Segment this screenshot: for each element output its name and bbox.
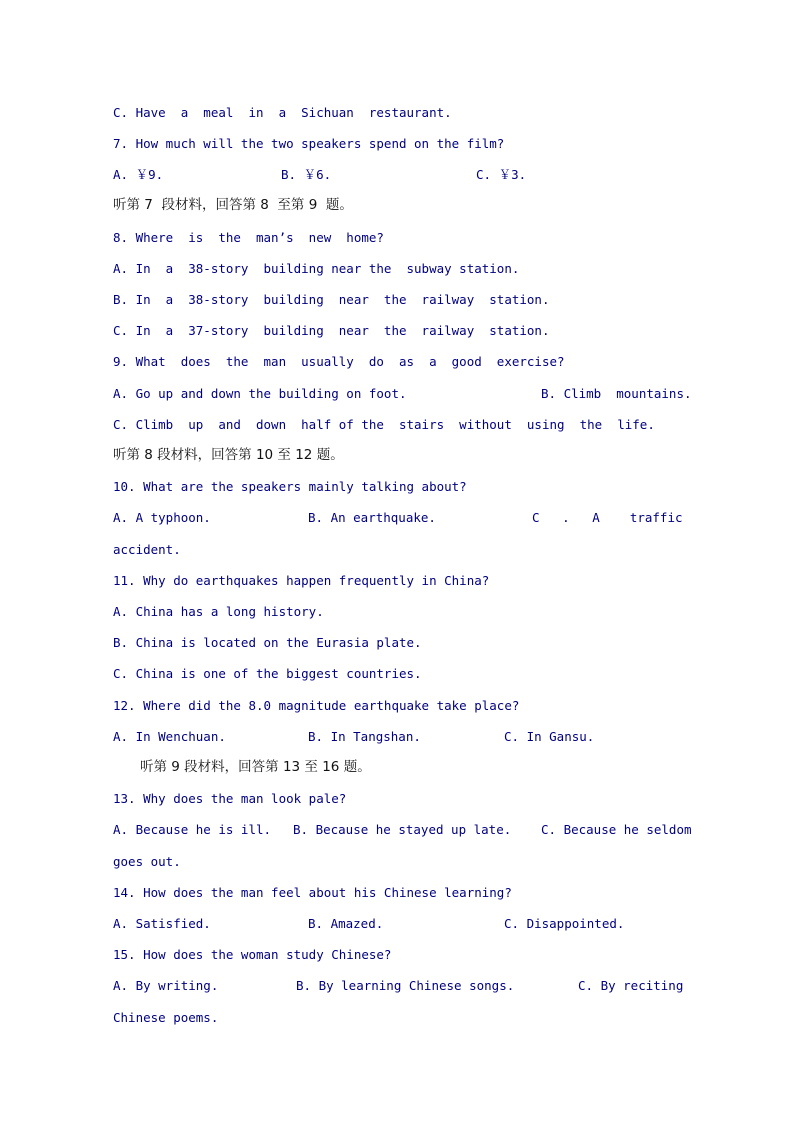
option-9c: C. Climb up and down half of the stairs without using the life. [113, 417, 655, 432]
option-12a: A. In Wenchuan. [113, 729, 226, 744]
question-7: 7. How much will the two speakers spend on the film? [113, 136, 505, 151]
answer-row-7 [113, 167, 713, 183]
option-7c: C. ￥3. [476, 167, 527, 182]
section-heading-8: 听第 8 段材料，回答第 10 至 12 题。 [113, 447, 344, 463]
option-15a: A. By writing. [113, 978, 219, 993]
answer-row-15 [113, 978, 688, 994]
option-10c: C . A traffic [532, 510, 683, 525]
question-8: 8. Where is the man’s new home? [113, 230, 384, 245]
option-10b: B. An earthquake. [308, 510, 436, 525]
option-7b: B. ￥6. [281, 167, 332, 182]
option-13c: C. Because he seldom [541, 822, 692, 837]
option-14c: C. Disappointed. [504, 916, 625, 931]
option-15c: C. By reciting [578, 978, 684, 993]
option-8a: A. In a 38-story building near the subway station. [113, 261, 520, 276]
option-13c-continued: goes out. [113, 854, 181, 869]
option-9b: B. Climb mountains. [541, 386, 692, 401]
question-10: 10. What are the speakers mainly talking about? [113, 479, 467, 494]
option-11c: C. China is one of the biggest countries. [113, 666, 422, 681]
option-11a: A. China has a long history. [113, 604, 324, 619]
option-15c-continued: Chinese poems. [113, 1010, 219, 1025]
option-9a: A. Go up and down the building on foot. [113, 386, 407, 401]
question-14: 14. How does the man feel about his Chinese learning? [113, 885, 512, 900]
option-10a: A. A typhoon. [113, 510, 211, 525]
option-8b: B. In a 38-story building near the railway station. [113, 292, 550, 307]
option-15b: B. By learning Chinese songs. [296, 978, 515, 993]
answer-row-13 [113, 822, 692, 838]
question-15: 15. How does the woman study Chinese? [113, 947, 392, 962]
question-12: 12. Where did the 8.0 magnitude earthquake take place? [113, 698, 520, 713]
option-12c: C. In Gansu. [504, 729, 595, 744]
answer-row-12 [113, 729, 673, 745]
option-7a: A. ￥9. [113, 167, 164, 182]
answer-row-9 [113, 386, 693, 402]
option-12b: B. In Tangshan. [308, 729, 421, 744]
option-13b: B. Because he stayed up late. [293, 822, 512, 837]
question-9: 9. What does the man usually do as a good exercise? [113, 354, 565, 369]
section-heading-9: 听第 9 段材料，回答第 13 至 16 题。 [140, 759, 371, 775]
option-11b: B. China is located on the Eurasia plate. [113, 635, 422, 650]
option-14b: B. Amazed. [308, 916, 384, 931]
section-heading-7: 听第 7 段材料，回答第 8 至第 9 题。 [113, 197, 353, 213]
option-8c: C. In a 37-story building near the railway station. [113, 323, 550, 338]
answer-row-10 [113, 510, 688, 526]
answer-row-14 [113, 916, 673, 932]
question-11: 11. Why do earthquakes happen frequently in China? [113, 573, 490, 588]
option-13a: A. Because he is ill. [113, 822, 272, 837]
option-10c-continued: accident. [113, 542, 181, 557]
option-14a: A. Satisfied. [113, 916, 211, 931]
option-6c: C. Have a meal in a Sichuan restaurant. [113, 105, 452, 120]
question-13: 13. Why does the man look pale? [113, 791, 347, 806]
